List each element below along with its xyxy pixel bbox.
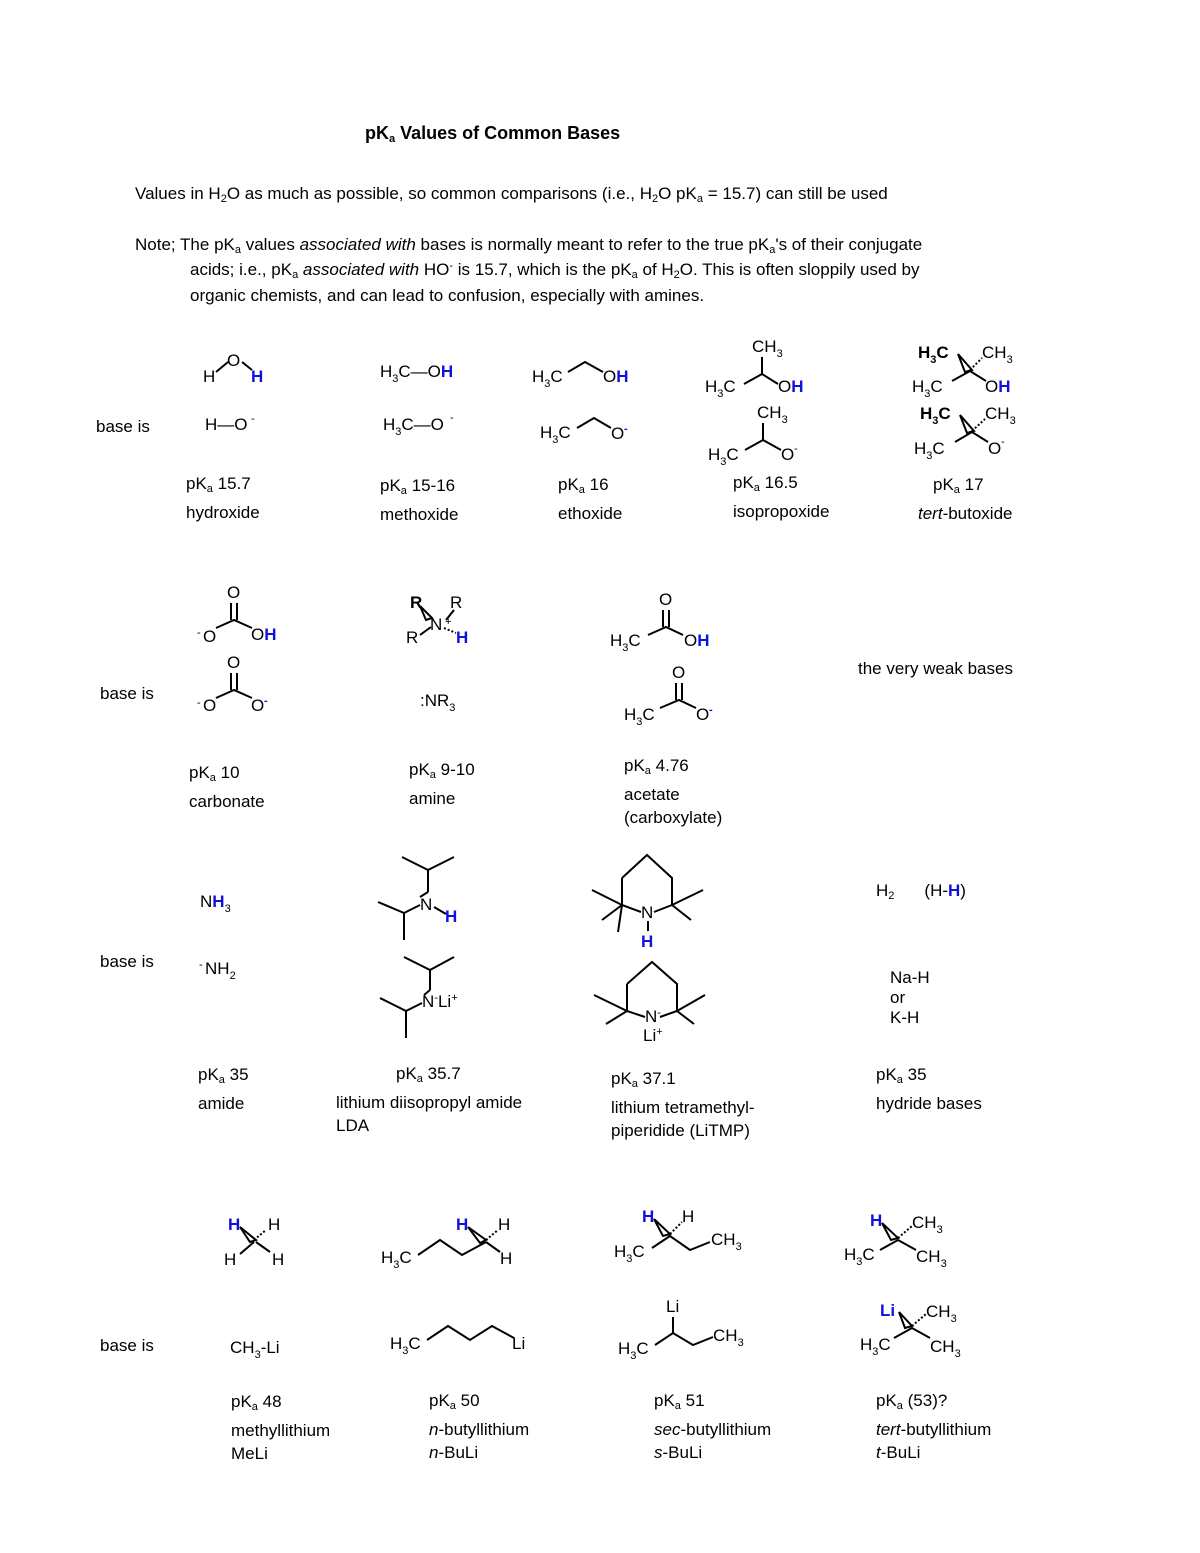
entry-acetate: $pK_a$ 4.76 acetate (carboxylate)	[624, 756, 723, 827]
svg-text:H—O: H—O	[205, 415, 248, 434]
nbutyllithium-structure	[390, 1326, 525, 1357]
svg-text:CH3: $CH_3$	[711, 1230, 742, 1253]
svg-text:N: N	[430, 615, 443, 634]
bicarbonate-structure	[197, 583, 277, 646]
svg-text:-: -	[264, 695, 268, 707]
svg-text:-: -	[251, 413, 255, 425]
entry-carbonate: $pK_a$ 10 carbonate	[189, 763, 265, 811]
svg-text:O: O	[696, 705, 710, 724]
svg-text:H: H	[641, 932, 654, 951]
svg-text:H3C: $H_3C$	[618, 1339, 649, 1362]
row-label-base-is: base is	[100, 952, 154, 971]
tbutyllithium-structure	[860, 1301, 961, 1360]
svg-text:H: H	[642, 1207, 655, 1226]
svg-text:H: H	[272, 1250, 285, 1269]
svg-text:H3C—OH: $H_3C—OH$	[380, 362, 454, 385]
entry-sec-butyllithium: $pK_a$ 51 sec-butyllithium s-BuLi	[654, 1391, 772, 1462]
svg-text:R: R	[406, 628, 419, 647]
svg-text:H: H	[203, 367, 216, 386]
svg-text:H3C: $H_3C$	[912, 377, 943, 400]
ethoxide-structure	[540, 418, 628, 446]
entry-ethoxide: $pK_a$ 16 ethoxide	[558, 475, 623, 523]
lda-structure	[380, 957, 458, 1038]
svg-text:R: R	[450, 593, 463, 612]
svg-text:H3C: $H_3C$	[708, 445, 739, 468]
svg-text:Li+: Li+	[643, 1026, 663, 1045]
svg-text:CH3: $CH_3$	[752, 337, 783, 360]
isopropanol-structure	[705, 337, 804, 400]
svg-text:H: H	[251, 367, 264, 386]
svg-text:H3C: $H_3C$	[705, 377, 736, 400]
ethanol-structure	[532, 362, 629, 390]
entry-methoxide: $pK_a$ 15-16 methoxide	[380, 476, 459, 524]
svg-text:O: O	[672, 663, 686, 682]
sbutane-structure	[614, 1207, 742, 1265]
svg-text:H3C—O: $H_3C—O$	[383, 415, 444, 438]
isobutane-structure	[844, 1211, 947, 1270]
svg-text:-: -	[624, 423, 628, 435]
svg-text:H: H	[224, 1250, 237, 1269]
carbonate-structure	[197, 653, 268, 715]
svg-text:CH3: $CH_3$	[982, 343, 1013, 366]
svg-text:H3C: $H_3C$	[614, 1242, 645, 1265]
intro-text: Values in $H_2O$ as much as possible, so common comparisons (i.e., $H_2O$ $pK_a = 15.7$) can still be used	[135, 184, 888, 205]
svg-text:H3C: $H_3C$	[920, 404, 951, 427]
page-title: $pK_a$ Values of Common Bases	[365, 123, 621, 145]
svg-text:CH3: $CH_3$	[930, 1337, 961, 1360]
svg-text:H: H	[456, 1215, 469, 1234]
svg-text:O: O	[227, 583, 241, 602]
svg-text:CH3-Li: $CH_3-Li$	[230, 1338, 280, 1361]
sbutyllithium-structure	[618, 1297, 744, 1362]
svg-text:-: -	[1001, 436, 1005, 448]
entry-methyllithium: $pK_a$ 48 methyllithium MeLi	[231, 1392, 331, 1463]
methane-structure	[224, 1215, 284, 1269]
tmp-structure	[592, 855, 703, 951]
svg-text:N: N	[641, 903, 654, 922]
svg-text:H: H	[445, 907, 458, 926]
svg-text:-: -	[450, 412, 454, 424]
svg-text:-: -	[199, 959, 203, 971]
amide-structure	[199, 959, 236, 982]
svg-text:O: O	[988, 439, 1002, 458]
acetate-structure	[624, 663, 713, 728]
svg-text:Li: Li	[666, 1297, 680, 1316]
entry-litmp: $pK_a$ 37.1 lithium tetramethyl- piperidide (LiTMP)	[611, 1069, 755, 1140]
svg-text:H: H	[268, 1215, 281, 1234]
svg-text:OH: OH	[985, 377, 1011, 396]
svg-text:OH: OH	[684, 631, 710, 650]
svg-text:O: O	[781, 445, 795, 464]
svg-text:H3C: $H_3C$	[918, 343, 949, 366]
entry-amine: $pK_a$ 9-10 amine	[409, 760, 475, 808]
svg-text:H: H	[498, 1215, 511, 1234]
svg-text:O: O	[227, 351, 241, 370]
note-line-3: organic chemists, and can lead to confusion, especially with amines.	[190, 286, 705, 305]
svg-text:N: N	[420, 895, 433, 914]
svg-text::NR3: $:NR_3$	[420, 691, 456, 714]
svg-text:O: O	[203, 627, 217, 646]
svg-text:H3C: $H_3C$	[540, 423, 571, 446]
svg-text:H3C: $H_3C$	[914, 439, 945, 462]
methyllithium-structure	[230, 1338, 280, 1361]
svg-text:-: -	[197, 697, 201, 709]
tbutoxide-structure	[914, 404, 1016, 462]
entry-lda: $pK_a$ 35.7 lithium diisopropyl amide LDA	[336, 1064, 523, 1135]
ammonia-structure	[200, 892, 231, 915]
amine-base-structure	[420, 691, 455, 714]
svg-text:R: R	[410, 593, 423, 612]
methanol-structure	[380, 362, 453, 385]
isopropoxide-structure	[708, 403, 798, 468]
svg-text:H3C: $H_3C$	[381, 1248, 412, 1271]
svg-text:NH3: $NH_3$	[200, 892, 231, 915]
svg-text:O: O	[203, 696, 217, 715]
note-line-2: acids; i.e., $pK_a$ associated with HO- is 15.7, which is the $pK_a$ of $H_2O$. This is often sloppily used by	[190, 260, 920, 281]
svg-text:H3C: $H_3C$	[610, 631, 641, 654]
svg-text:H: H	[682, 1207, 695, 1226]
tbutanol-structure	[912, 343, 1013, 400]
svg-text:N-Li+: N-Li+	[422, 992, 458, 1011]
entry-isopropoxide: $pK_a$ 16.5 isopropoxide	[733, 473, 830, 521]
svg-text:H3C: $H_3C$	[860, 1335, 891, 1358]
entry-tert-butyllithium: $pK_a$ (53)? tert-butyllithium t-BuLi	[876, 1391, 992, 1462]
svg-text:CH3: $CH_3$	[926, 1302, 957, 1325]
svg-text:O: O	[227, 653, 241, 672]
svg-text:OH: OH	[778, 377, 804, 396]
svg-text:O: O	[611, 424, 625, 443]
svg-text:CH3: $CH_3$	[912, 1213, 943, 1236]
entry-n-butyllithium: $pK_a$ 50 n-butyllithium n-BuLi	[429, 1391, 530, 1462]
svg-text:H: H	[500, 1249, 513, 1268]
svg-text:CH3: $CH_3$	[985, 404, 1016, 427]
row-label-base-is: base is	[96, 417, 150, 436]
svg-text:O: O	[659, 590, 673, 609]
water-structure	[203, 351, 263, 386]
ammonium-structure	[406, 593, 468, 647]
svg-text:H: H	[456, 628, 469, 647]
svg-text:-: -	[794, 443, 798, 455]
entry-hydroxide: $pK_a$ 15.7 hydroxide	[186, 474, 260, 522]
svg-text:OH: OH	[603, 367, 629, 386]
row-label-base-is: base is	[100, 1336, 154, 1355]
note-line-1: Note; The $pK_a$ values associated with bases is normally meant to refer to the true $pK_a's$ of their conjugate	[135, 235, 923, 256]
svg-text:Li: Li	[512, 1334, 526, 1353]
svg-text:OH: OH	[251, 625, 277, 644]
svg-text:H3C: $H_3C$	[390, 1334, 421, 1357]
svg-text:H3C: $H_3C$	[844, 1245, 875, 1268]
butane-structure	[381, 1215, 512, 1271]
acetic-acid-structure	[610, 590, 710, 654]
svg-text:CH3: $CH_3$	[916, 1247, 947, 1270]
hydride-formulas: Na-H or K-H	[890, 968, 930, 1027]
very-weak-bases-label: the very weak bases	[858, 659, 1013, 678]
svg-text:+: +	[445, 616, 452, 628]
svg-text:H3C: $H_3C$	[532, 367, 563, 390]
svg-text:N-: N-	[645, 1007, 661, 1026]
entry-tert-butoxide: $pK_a$ 17 tert-butoxide	[918, 475, 1013, 523]
hydrogen-formula: $H_2$ (H-H)	[876, 881, 966, 902]
hydroxide-structure	[205, 413, 255, 434]
entry-amide: $pK_a$ 35 amide	[198, 1065, 249, 1113]
entry-hydride: $pK_a$ 35 hydride bases	[876, 1065, 982, 1113]
litmp-structure	[594, 962, 705, 1045]
diisopropylamine-structure	[378, 857, 457, 940]
methoxide-structure	[383, 412, 454, 438]
svg-text:O: O	[251, 696, 265, 715]
svg-text:H: H	[870, 1211, 883, 1230]
row-label-base-is: base is	[100, 684, 154, 703]
svg-text:Li: Li	[880, 1301, 896, 1320]
svg-text:H: H	[228, 1215, 241, 1234]
svg-text:H3C: $H_3C$	[624, 705, 655, 728]
svg-text:NH2: $NH_2$	[205, 959, 236, 982]
svg-text:CH3: $CH_3$	[757, 403, 788, 426]
svg-text:-: -	[197, 627, 201, 639]
svg-text:-: -	[709, 704, 713, 716]
svg-text:CH3: $CH_3$	[713, 1326, 744, 1349]
